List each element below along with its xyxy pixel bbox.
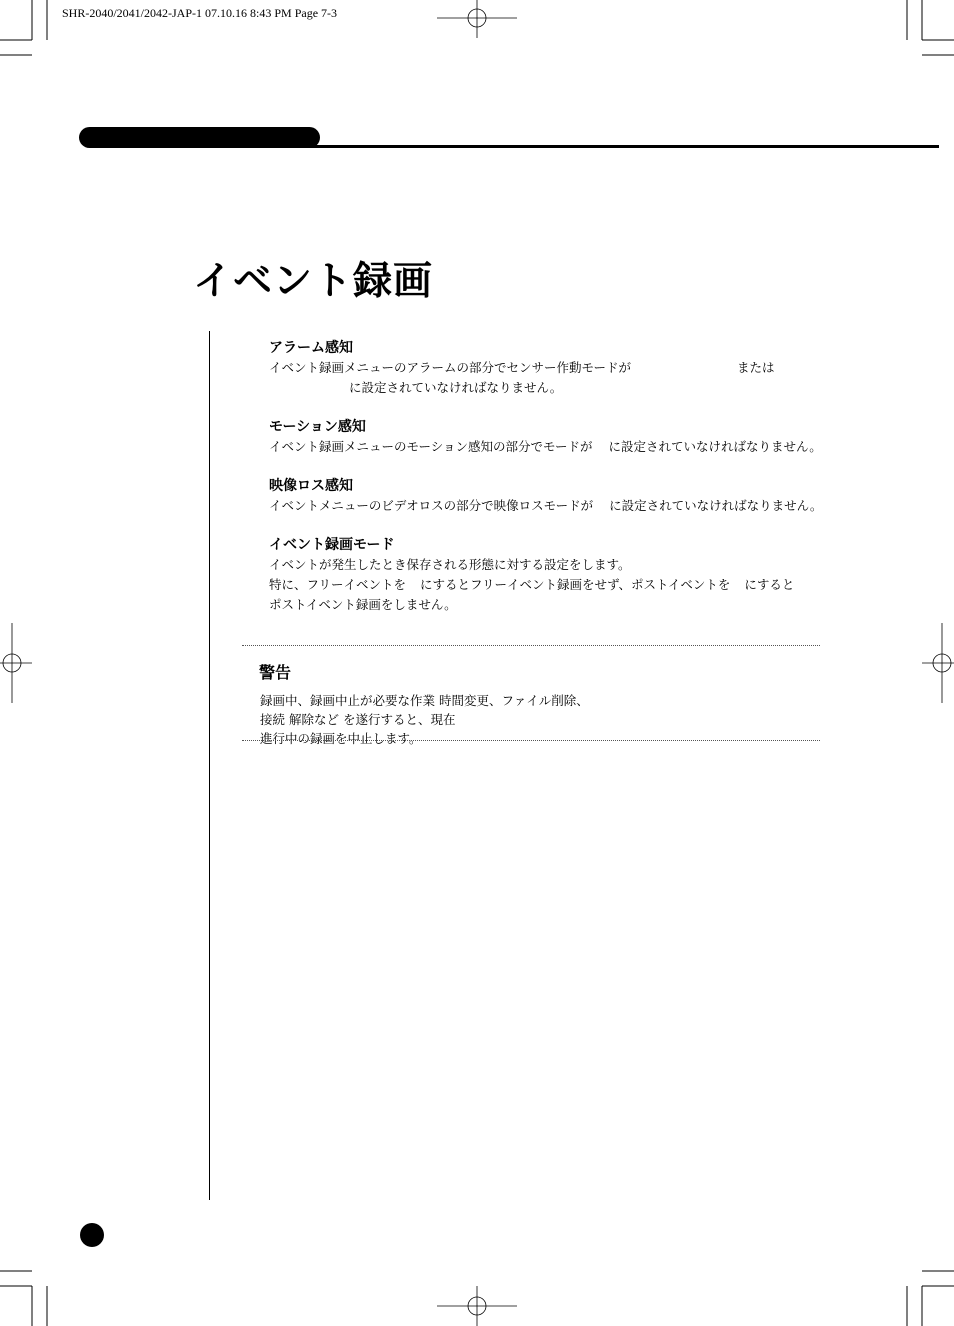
warning-bottom-divider	[242, 740, 820, 741]
warning-top-divider	[242, 645, 820, 646]
section-line: イベントが発生したとき保存される形態に対する設定をします。	[269, 557, 631, 572]
section-heading: モーション感知	[269, 419, 366, 435]
section-event-record-mode	[269, 535, 829, 615]
section-motion	[269, 417, 829, 457]
section-line: イベントメニューのビデオロスの部分で映像ロスモードが に設定されていなければなりません。	[269, 498, 823, 513]
warning-line: 進行中の録画を中止します。	[260, 731, 422, 746]
warning-heading: 警告	[259, 663, 292, 682]
section-video-loss	[269, 476, 829, 516]
section-alarm	[269, 338, 829, 398]
chapter-tab	[79, 127, 320, 148]
print-header: SHR-2040/2041/2042-JAP-1 07.10.16 8:43 PM Page 7-3	[62, 6, 338, 20]
warning-line: 録画中、録画中止が必要な作業 時間変更、ファイル削除、 接続 解除など を遂行すると、現在	[260, 693, 589, 727]
page-title: イベント録画	[193, 259, 434, 304]
section-heading: イベント録画モード	[269, 537, 395, 553]
header-rule	[300, 145, 939, 148]
side-rule	[209, 331, 210, 1200]
section-heading: アラーム感知	[269, 340, 353, 356]
section-line: ポストイベント録画をしません。	[269, 597, 457, 612]
page-marker-dot	[80, 1223, 104, 1247]
section-line: イベント録画メニューのモーション感知の部分でモードが に設定されていなければなりません。	[269, 439, 822, 454]
section-line: に設定されていなければなりません。	[349, 380, 563, 395]
section-line: 特に、フリーイベントを にするとフリーイベント録画をせず、ポストイベントを にすると	[269, 577, 795, 592]
section-line: イベント録画メニューのアラームの部分でセンサー作動モードが または	[269, 360, 775, 375]
section-heading: 映像ロス感知	[269, 478, 353, 494]
